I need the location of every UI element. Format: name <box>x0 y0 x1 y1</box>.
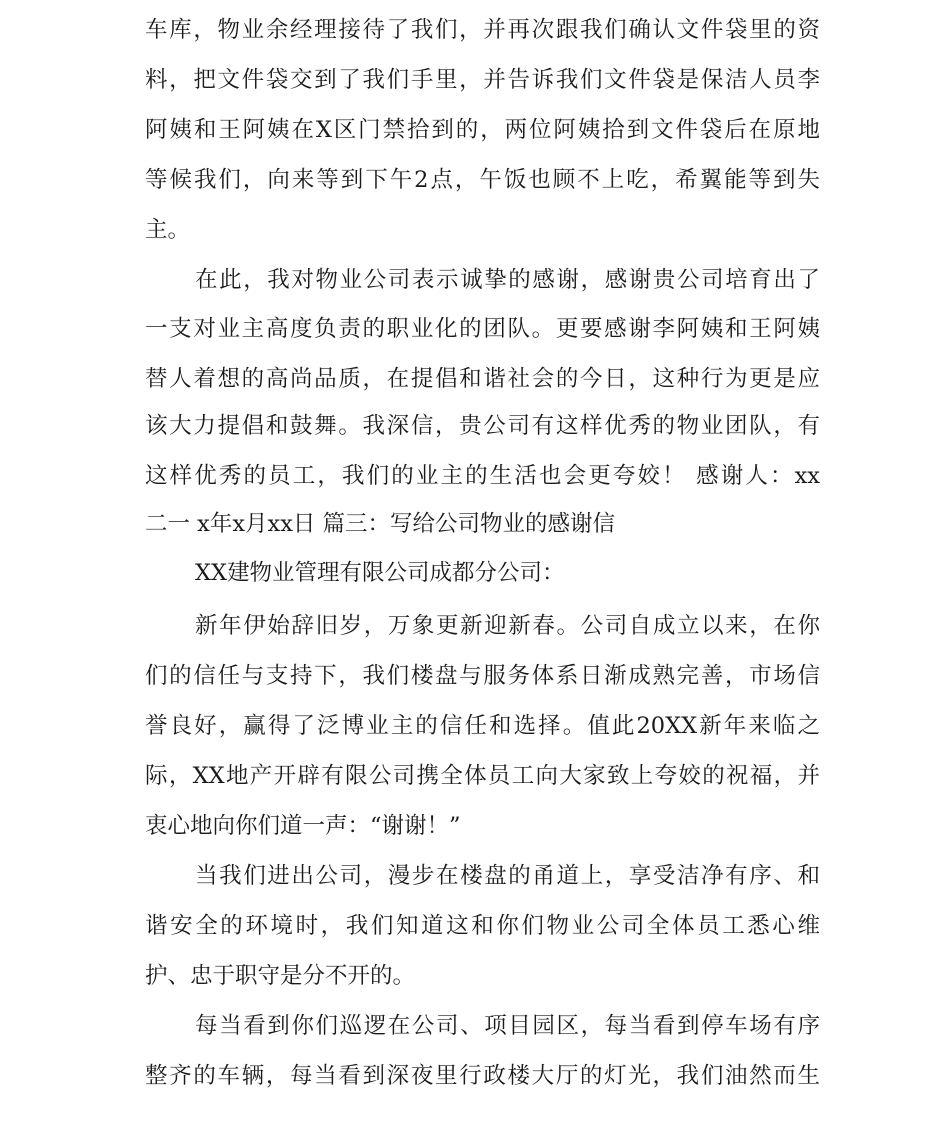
text-line: 这样优秀的员工，我们的业主的生活也会更夸姣！ 感谢人：xx <box>145 463 820 489</box>
paragraph-first-line: 在此，我对物业公司表示诚挚的感谢，感谢贵公司培育出了 <box>195 267 820 293</box>
text-line: 该大力提倡和鼓舞。我深信，贵公司有这样优秀的物业团队，有 <box>145 413 820 439</box>
paragraph-first-line: 当我们进出公司，漫步在楼盘的甬道上，享受洁净有序、和 <box>195 863 820 889</box>
text-line: 替人着想的高尚品质，在提倡和谐社会的今日，这种行为更是应 <box>145 366 820 392</box>
text-line: 二一 x年x月xx日 篇三：写给公司物业的感谢信 <box>145 511 616 537</box>
paragraph-first-line: 每当看到你们巡逻在公司、项目园区，每当看到停车场有序 <box>195 1013 820 1039</box>
text-line: 誉良好，赢得了泛博业主的信任和选择。值此20XX新年来临之 <box>145 713 820 739</box>
text-line: 等候我们，向来等到下午2点，午饭也顾不上吃，希翼能等到失 <box>145 167 820 193</box>
text-line: 主。 <box>145 217 191 243</box>
text-line: 谐安全的环境时，我们知道这和你们物业公司全体员工悉心维 <box>145 913 820 939</box>
text-line: 阿姨和王阿姨在X区门禁拾到的，两位阿姨拾到文件袋后在原地 <box>145 117 820 143</box>
text-line: 护、忠于职守是分不开的。 <box>145 963 416 989</box>
text-line: 际，XX地产开辟有限公司携全体员工向大家致上夸姣的祝福，并 <box>145 763 820 789</box>
text-line: 们的信任与支持下，我们楼盘与服务体系日渐成熟完善，市场信 <box>145 663 820 689</box>
paragraph-first-line: 新年伊始辞旧岁，万象更新迎新春。公司自成立以来，在你 <box>195 613 820 639</box>
text-line: 料，把文件袋交到了我们手里，并告诉我们文件袋是保洁人员李 <box>145 67 820 93</box>
text-line: 整齐的车辆，每当看到深夜里行政楼大厅的灯光，我们油然而生 <box>145 1063 820 1089</box>
text-line: 车库，物业余经理接待了我们，并再次跟我们确认文件袋里的资 <box>145 17 820 43</box>
text-line: 一支对业主高度负责的职业化的团队。更要感谢李阿姨和王阿姨 <box>145 316 820 342</box>
text-line: 衷心地向你们道一声：“谢谢！” <box>145 813 461 839</box>
salutation: XX建物业管理有限公司成都分公司： <box>195 560 565 586</box>
